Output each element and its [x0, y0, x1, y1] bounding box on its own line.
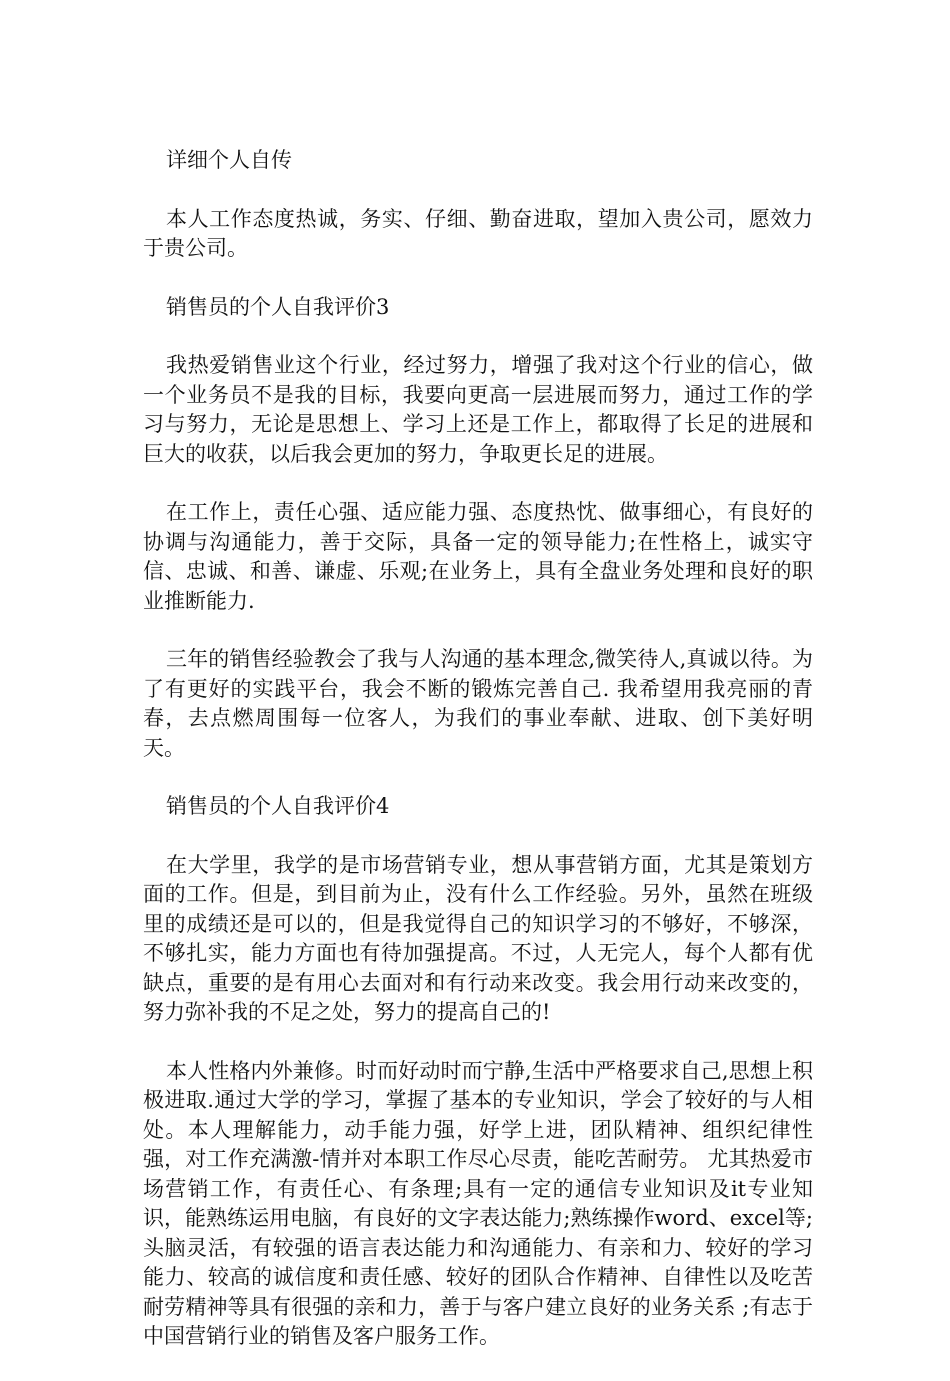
paragraph-love-sales: 我热爱销售业这个行业，经过努力，增强了我对这个行业的信心，做一个业务员不是我的目标，我要向更高一层进展而努力，通过工作的学习与努力，无论是思想上、学习上还是工作上，都取得了长足的进展和巨大的收获，以后我会更加的努力，争取更长足的进展。 [143, 353, 813, 466]
paragraph-work-attitude: 本人工作态度热诚，务实、仔细、勤奋进取，望加入贵公司，愿效力于贵公司。 [143, 206, 813, 260]
section-heading-evaluation-3: 销售员的个人自我评价3 [166, 294, 390, 319]
section-heading-autobiography: 详细个人自传 [166, 148, 292, 172]
paragraph-personality: 本人性格内外兼修。时而好动时而宁静,生活中严格要求自己,思想上积极进取.通过大学的学习，掌握了基本的专业知识，学会了较好的与人相处。本人理解能力，动手能力强，好学上进，团队精神、组织纪律性强，对工作充满激-情并对本职工作尽心尽责，能吃苦耐劳。 尤其热爱市场营销工作，有责任心、有条理;具有一定的通信专业知识及it专业知识，能熟练运用电脑，有良好的文字表达能力;熟练操作word、excel等;头脑灵活，有较强的语言表达能力和沟通能力、有亲和力、较好的学习能力、较高的诚信度和责任感、较好的团队合作精神、自律性以及吃苦耐劳精神等具有很强的亲和力，善于与客户建立良好的业务关系 ;有志于中国营销行业的销售及客户服务工作。 [143, 1058, 813, 1348]
paragraph-work-traits: 在工作上，责任心强、适应能力强、态度热忱、做事细心，有良好的协调与沟通能力，善于交际，具备一定的领导能力;在性格上，诚实守信、忠诚、和善、谦虚、乐观;在业务上，具有全盘业务处理和良好的职业推断能力. [143, 500, 813, 613]
section-heading-evaluation-4: 销售员的个人自我评价4 [166, 794, 390, 818]
paragraph-university: 在大学里，我学的是市场营销专业，想从事营销方面，尤其是策划方面的工作。但是，到目前为止，没有什么工作经验。另外，虽然在班级里的成绩还是可以的，但是我觉得自己的知识学习的不够好，不够深，不够扎实，能力方面也有待加强提高。不过，人无完人，每个人都有优缺点，重要的是有用心去面对和有行动来改变。我会用行动来改变的，努力弥补我的不足之处，努力的提高自己的! [143, 852, 813, 1024]
document-body [143, 146, 813, 1381]
paragraph-sales-experience: 三年的销售经验教会了我与人沟通的基本理念,微笑待人,真诚以待。为了有更好的实践平台，我会不断的锻炼完善自己. 我希望用我亮丽的青春，去点燃周围每一位客人，为我们的事业奉献、进取、创下美好明天。 [143, 647, 813, 760]
